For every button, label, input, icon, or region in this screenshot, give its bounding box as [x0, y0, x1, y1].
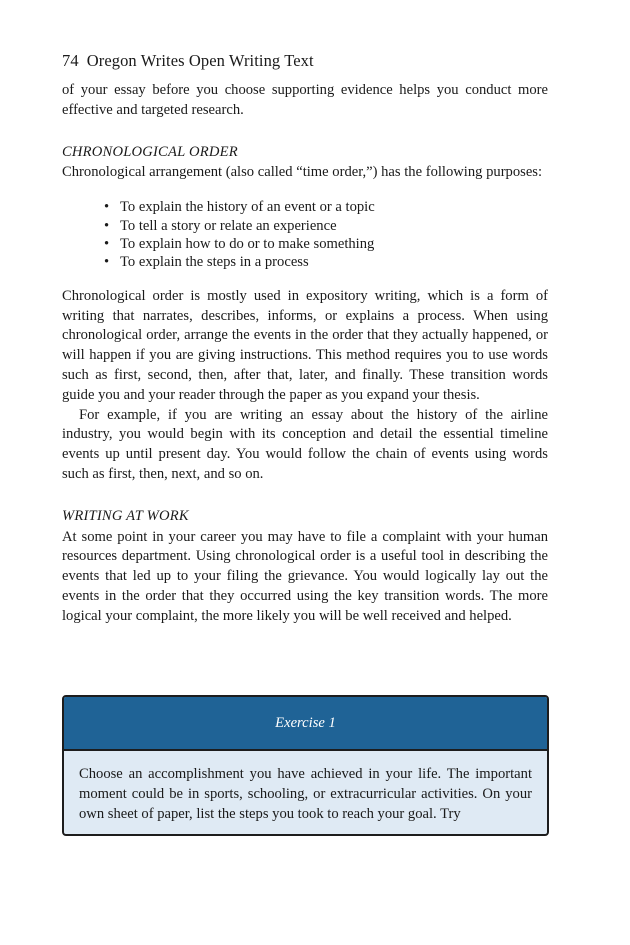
page-content [62, 50, 548, 627]
chronological-paragraph-2: For example, if you are writing an essay about the history of the airline industry, you would begin with its conception and detail the essential timeline events up until present day. You would follow the chain of events using words such as first, then, next, and so on. [62, 406, 548, 482]
writing-at-work-paragraph: At some point in your career you may have to file a complaint with your human resources department. Using chronological order is a useful tool in describing the events that led up to your filing the grievance. You would logically lay out the events in the order that they occurred using the key transition words. The more logical your complaint, the more likely you will be well received and helped. [62, 528, 548, 624]
list-item: • To explain the history of an event or a topic [104, 198, 548, 216]
exercise-box [62, 695, 549, 836]
chronological-paragraph-1: Chronological order is mostly used in expository writing, which is a form of writing that narrates, describes, informs, or explains a process. When using chronological order, arrange the events in the order that they actually happened, or will happen if you are giving instructions. This method requires you to use words such as first, second, then, after that, later, and finally. These transition words guide you and your reader through the paper as you expand your thesis. [62, 287, 548, 403]
chronological-order-heading: CHRONOLOGICAL ORDER [62, 143, 238, 160]
exercise-body [64, 751, 547, 824]
exercise-text: Choose an accomplishment you have achieved in your life. The important moment could be in sports, schooling, or extracurricular activities. On your own sheet of paper, list the steps you took to reach your goal. Try [79, 766, 532, 822]
list-item: • To tell a story or relate an experience [104, 217, 548, 235]
list-item: • To explain how to do or to make something [104, 235, 548, 253]
intro-paragraph: of your essay before you choose supporting evidence helps you conduct more effective and targeted research. [62, 82, 548, 118]
list-item: • To explain the steps in a process [104, 253, 548, 271]
book-title: Oregon Writes Open Writing Text [86, 51, 314, 70]
writing-at-work-heading: WRITING AT WORK [62, 507, 189, 524]
exercise-title: Exercise 1 [64, 697, 547, 751]
page-number: 74 [62, 51, 79, 70]
chronological-intro: Chronological arrangement (also called “time order,”) has the following purposes: [62, 164, 543, 181]
purposes-list [104, 198, 548, 272]
running-head [62, 50, 548, 72]
